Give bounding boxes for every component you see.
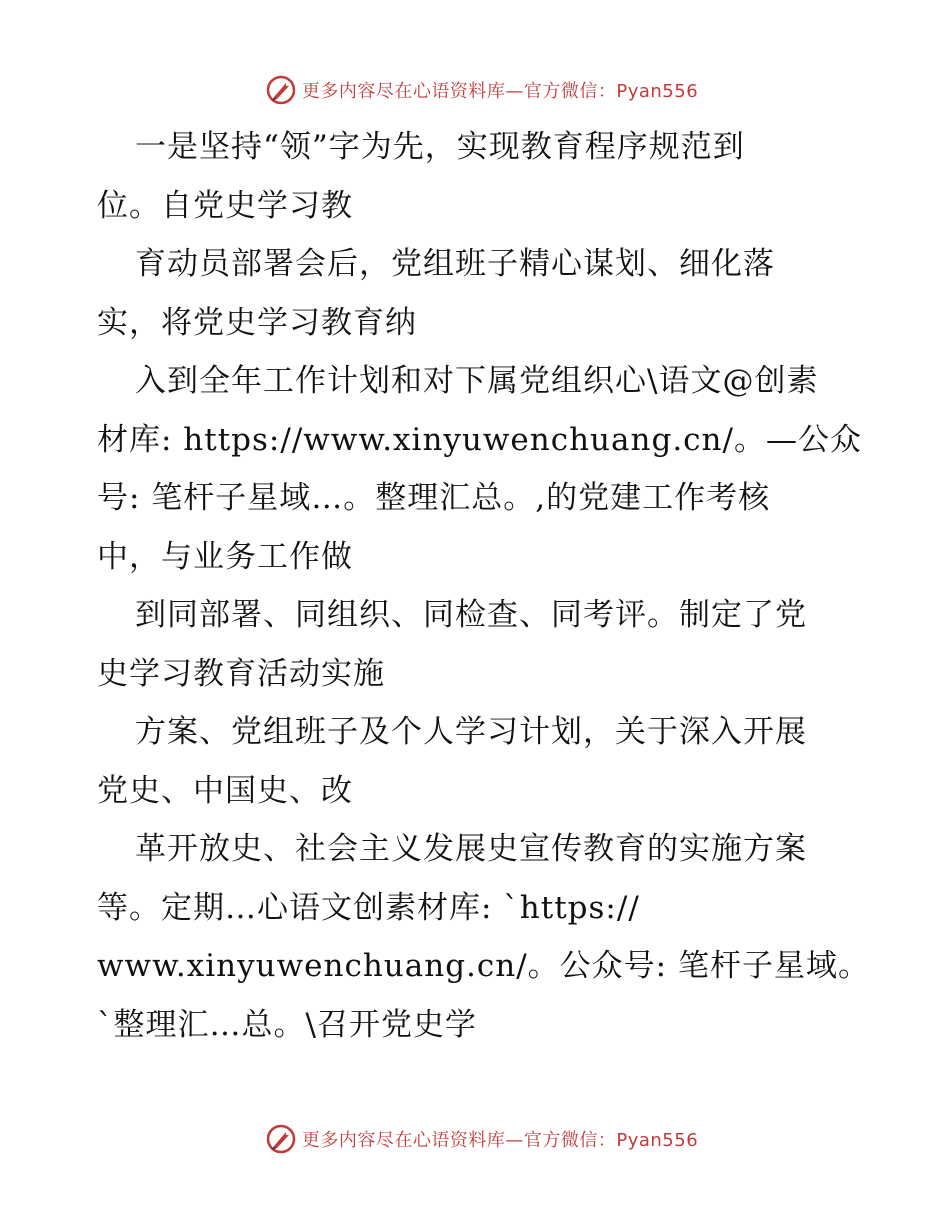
document-body (97, 118, 870, 1054)
body-line-8: 中，与业务工作做 (97, 538, 353, 575)
body-line-1: 一是坚持“领”字为先，实现教育程序规范到 (135, 129, 745, 165)
body-line-10: 史学习教育活动实施 (97, 655, 385, 692)
body-line-14: 等。定期…心语文创素材库: `https:// (97, 889, 640, 926)
body-line-13: 革开放史、社会主义发展史宣传教育的实施方案 (135, 831, 807, 867)
body-line-12: 党史、中国史、改 (97, 772, 353, 809)
header-banner-text: 更多内容尽在心语资料库—官方微信：Pyan556 (301, 81, 699, 102)
footer-banner-text: 更多内容尽在心语资料库—官方微信：Pyan556 (301, 1130, 699, 1151)
body-line-7: 号: 笔杆子星域…。整理汇总。,的党建工作考核 (97, 480, 771, 516)
body-line-11: 方案、党组班子及个人学习计划，关于深入开展 (135, 714, 807, 750)
body-line-6: 材库: https://www.xinyuwenchuang.cn/。—公众 (97, 421, 862, 458)
body-line-5: 入到全年工作计划和对下属党组织心\语文@创素 (135, 363, 819, 399)
body-line-16: `整理汇…总。\召开党史学 (97, 1006, 477, 1043)
header-banner-inner (266, 75, 698, 105)
header-banner (0, 70, 950, 110)
body-line-9: 到同部署、同组织、同检查、同考评。制定了党 (135, 597, 807, 633)
footer-banner (0, 1119, 950, 1159)
pen-nib-logo-icon (266, 75, 296, 105)
pen-nib-logo-icon (266, 1124, 296, 1154)
body-line-4: 实，将党史学习教育纳 (97, 304, 417, 341)
body-line-15: www.xinyuwenchuang.cn/。公众号: 笔杆子星域。 (97, 948, 870, 984)
body-line-3: 育动员部署会后，党组班子精心谋划、细化落 (135, 246, 775, 282)
body-line-2: 位。自党史学习教 (97, 187, 353, 224)
footer-banner-inner (266, 1124, 698, 1154)
